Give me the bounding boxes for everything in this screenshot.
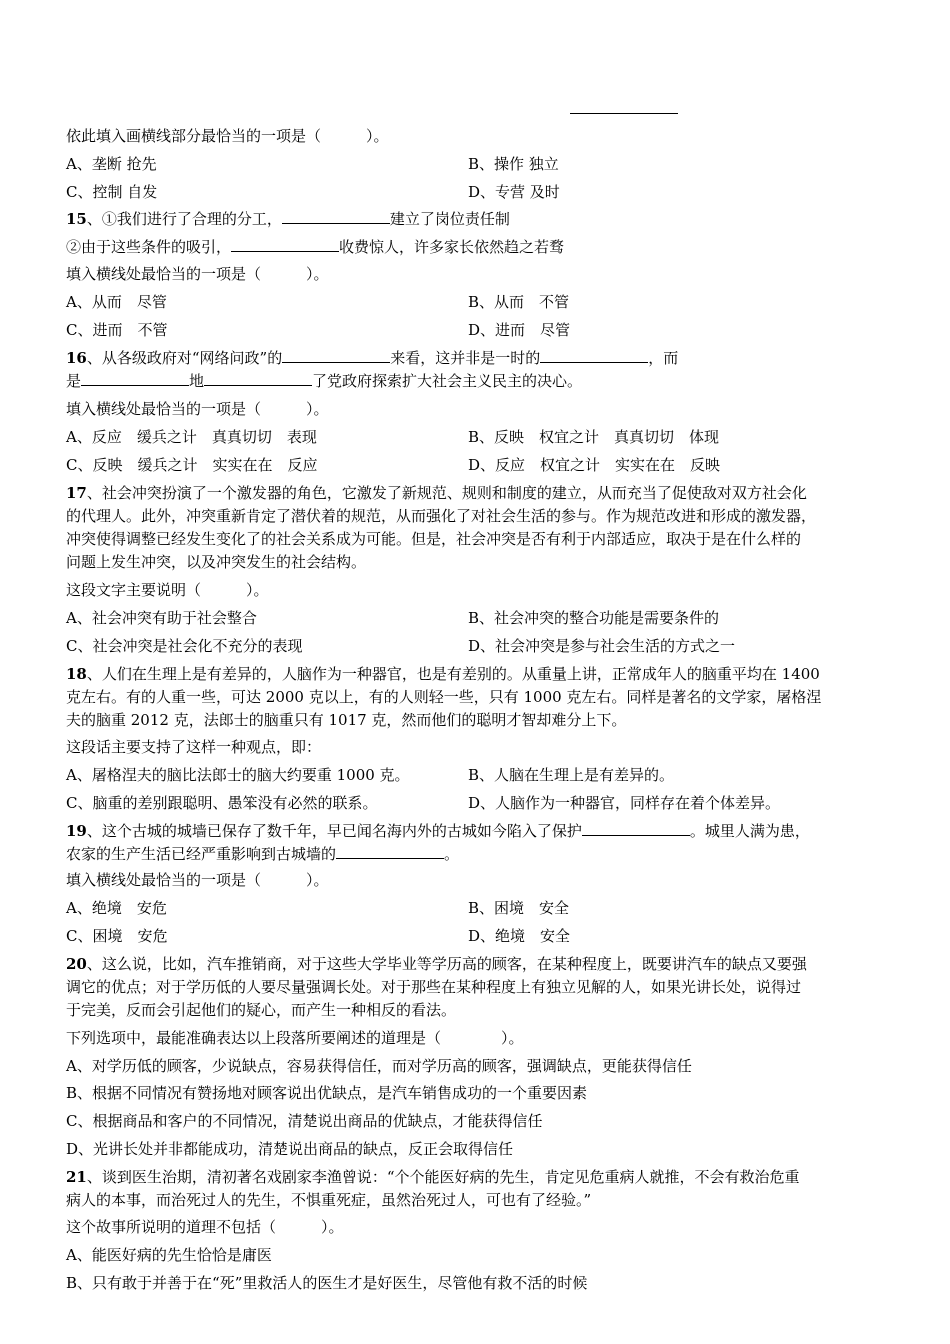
answer-blank-line [570,113,678,114]
q16-text: 了党政府探索扩大社会主义民主的决心。 [312,372,583,390]
q16-option-a: A、反应 缓兵之计 真真切切 表现 [66,428,317,446]
q14-prompt: 依此填入画横线部分最恰当的一项是（ ）。 [66,127,389,145]
q16-line-1 [66,348,678,368]
q14-option-a: A、垄断 抢先 [66,155,157,173]
q15-text: 收费惊人，许多家长依然趋之若骛 [339,238,565,256]
q17-line-1 [66,483,807,503]
q15-option-c: C、进而 不管 [66,321,168,339]
q20-option-c: C、根据商品和客户的不同情况，清楚说出商品的优缺点，才能获得信任 [66,1112,543,1130]
q18-line-3: 夫的脑重 2012 克，法郎士的脑重只有 1017 克，然而他们的聪明才智却难分上下。 [66,711,627,729]
q17-prompt: 这段文字主要说明（ ）。 [66,581,269,599]
q17-option-d: D、社会冲突是参与社会生活的方式之一 [468,637,736,655]
q16-prompt: 填入横线处最恰当的一项是（ ）。 [66,400,329,418]
q18-option-c: C、脑重的差别跟聪明、愚笨没有必然的联系。 [66,794,378,812]
q18-text: 、人们在生理上是有差异的，人脑作为一种器官，也是有差别的。从重量上讲，正常成年人的脑重平均在 1400 [86,665,820,683]
q21-line-2: 病人的本事，而治死过人的先生，不惧重死症，虽然治死过人，可也有了经验。” [66,1191,592,1209]
q17-line-3: 冲突使得调整已经发生变化了的社会关系成为可能。但是，社会冲突是否有利于内部适应，取决于是在什么样的 [66,530,802,548]
q17-option-c: C、社会冲突是社会化不充分的表现 [66,637,303,655]
q17-option-b: B、社会冲突的整合功能是需要条件的 [468,609,720,627]
q18-line-2: 克左右。有的人重一些，可达 2000 克以上，有的人则轻一些，只有 1000 克左右。同样是著名的文学家，屠格涅 [66,688,822,706]
q20-option-b: B、根据不同情况有赞扬地对顾客说出优缺点，是汽车销售成功的一个重要因素 [66,1084,588,1102]
q19-option-b: B、困境 安全 [468,899,570,917]
question-number: 19 [66,822,87,840]
q20-option-d: D、光讲长处并非都能成功，清楚说出商品的缺点，反正会取得信任 [66,1140,514,1158]
q16-text: ，而 [648,349,679,367]
fill-blank [336,844,444,859]
question-number: 18 [66,665,87,683]
q17-text: 、社会冲突扮演了一个激发器的角色，它激发了新规范、规则和制度的建立，从而充当了促使敌对双方社会化 [86,484,807,502]
q15-option-d: D、进而 尽管 [468,321,571,339]
q19-text: 农家的生产生活已经严重影响到古城墙的 [66,845,337,863]
q19-text: 。 [444,845,460,863]
fill-blank [81,371,189,386]
q14-option-d: D、专营 及时 [468,183,560,201]
q16-line-2 [66,371,582,391]
q17-line-4: 问题上发生冲突，以及冲突发生的社会结构。 [66,553,367,571]
q14-option-b: B、操作 独立 [468,155,559,173]
q19-prompt: 填入横线处最恰当的一项是（ ）。 [66,871,329,889]
q15-text: ②由于这些条件的吸引， [66,238,232,256]
q16-option-b: B、反映 权宜之计 真真切切 体现 [468,428,720,446]
q18-option-b: B、人脑在生理上是有差异的。 [468,766,675,784]
q18-option-a: A、屠格涅夫的脑比法郎士的脑大约要重 1000 克。 [66,766,410,784]
q20-line-3: 于完美，反而会引起他们的疑心，而产生一种相反的看法。 [66,1001,457,1019]
q20-line-1 [66,954,807,974]
q15-line-2 [66,237,564,257]
fill-blank [231,237,339,252]
q21-text: 、谈到医生治期，清初著名戏剧家李渔曾说：“个个能医好病的先生，肯定见危重病人就推，不会有救治危重 [86,1168,800,1186]
q17-line-2: 的代理人。此外，冲突重新肯定了潜伏着的规范，从而强化了对社会生活的参与。作为规范改进和形成的激发器， [66,507,817,525]
q20-option-a: A、对学历低的顾客，少说缺点，容易获得信任，而对学历高的顾客，强调缺点，更能获得信任 [66,1057,692,1075]
q16-text: 来看，这并非是一时的 [390,349,541,367]
q18-prompt: 这段话主要支持了这样一种观点，即： [66,738,322,756]
q21-line-1 [66,1167,800,1187]
q19-text: 。城里人满为患， [689,822,810,840]
q15-prompt: 填入横线处最恰当的一项是（ ）。 [66,265,329,283]
question-number: 21 [66,1168,87,1186]
q19-line-1 [66,821,810,841]
q20-text: 、这么说，比如，汽车推销商，对于这些大学毕业等学历高的顾客，在某种程度上，既要讲汽车的缺点又要强 [86,955,807,973]
q16-option-d: D、反应 权宜之计 实实在在 反映 [468,456,721,474]
q17-option-a: A、社会冲突有助于社会整合 [66,609,257,627]
q18-option-d: D、人脑作为一种器官，同样存在着个体差异。 [468,794,781,812]
q19-option-d: D、绝境 安全 [468,927,571,945]
q21-prompt: 这个故事所说明的道理不包括（ ）。 [66,1218,344,1236]
fill-blank [204,371,312,386]
q14-option-c: C、控制 自发 [66,183,158,201]
q21-option-b: B、只有敢于并善于在“死”里救活人的医生才是好医生，尽管他有救不活的时候 [66,1274,588,1292]
question-number: 15 [66,210,87,228]
q15-line-1 [66,209,510,229]
q16-option-c: C、反映 缓兵之计 实实在在 反应 [66,456,318,474]
q20-line-2: 调它的优点；对于学历低的人要尽量强调长处。对于那些在某种程度上有独立见解的人，如果光讲长处，说得过 [66,978,802,996]
fill-blank [540,348,648,363]
q15-text: 、①我们进行了合理的分工， [86,210,282,228]
q15-text: 建立了岗位责任制 [389,210,510,228]
q18-line-1 [66,664,820,684]
q16-text: 地 [189,372,205,390]
q15-option-a: A、从而 尽管 [66,293,167,311]
question-number: 17 [66,484,87,502]
q16-text: 、从各级政府对“网络问政”的 [86,349,283,367]
q19-line-2 [66,844,459,864]
q16-text: 是 [66,372,82,390]
fill-blank [282,209,390,224]
q20-prompt: 下列选项中，最能准确表达以上段落所要阐述的道理是（ ）。 [66,1029,524,1047]
question-number: 16 [66,349,87,367]
q19-text: 、这个古城的城墙已保存了数千年，早已闻名海内外的古城如今陷入了保护 [86,822,582,840]
question-number: 20 [66,955,87,973]
fill-blank [282,348,390,363]
q21-option-a: A、能医好病的先生恰恰是庸医 [66,1246,272,1264]
q19-option-c: C、困境 安危 [66,927,168,945]
fill-blank [582,821,690,836]
q15-option-b: B、从而 不管 [468,293,570,311]
q19-option-a: A、绝境 安危 [66,899,167,917]
